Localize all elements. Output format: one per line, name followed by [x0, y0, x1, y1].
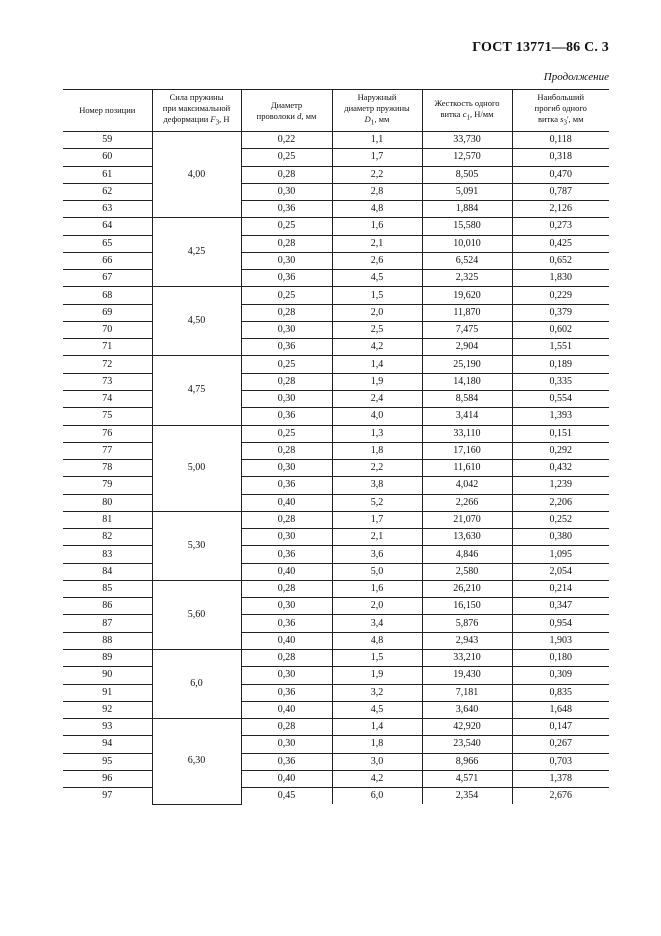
wire-diameter-cell: 0,30 [241, 321, 332, 338]
stiffness-cell: 7,475 [422, 321, 512, 338]
table-row [63, 218, 609, 235]
position-cell: 87 [63, 615, 152, 632]
deflection-cell: 0,214 [512, 580, 609, 597]
outer-diameter-cell: 4,2 [332, 770, 422, 787]
outer-diameter-cell: 2,2 [332, 460, 422, 477]
position-cell: 74 [63, 390, 152, 407]
stiffness-cell: 2,943 [422, 632, 512, 649]
wire-diameter-cell: 0,28 [241, 649, 332, 666]
wire-diameter-cell: 0,28 [241, 373, 332, 390]
deflection-cell: 2,676 [512, 788, 609, 805]
wire-diameter-cell: 0,30 [241, 252, 332, 269]
position-cell: 63 [63, 201, 152, 218]
table-row [63, 425, 609, 442]
outer-diameter-cell: 1,4 [332, 719, 422, 736]
stiffness-cell: 4,846 [422, 546, 512, 563]
outer-diameter-cell: 1,4 [332, 356, 422, 373]
stiffness-cell: 8,966 [422, 753, 512, 770]
deflection-cell: 0,229 [512, 287, 609, 304]
stiffness-cell: 19,430 [422, 667, 512, 684]
table-row [63, 356, 609, 373]
page-header: ГОСТ 13771—86 С. 3 [472, 40, 609, 55]
stiffness-cell: 5,876 [422, 615, 512, 632]
position-cell: 97 [102, 790, 113, 802]
position-cell: 82 [63, 529, 152, 546]
stiffness-cell: 13,630 [422, 529, 512, 546]
deflection-cell: 0,147 [512, 719, 609, 736]
position-cell: 90 [63, 667, 152, 684]
deflection-cell: 0,151 [512, 425, 609, 442]
table-row [63, 701, 609, 718]
outer-diameter-cell: 1,3 [332, 425, 422, 442]
deflection-cell: 0,118 [512, 132, 609, 149]
deflection-cell: 0,432 [512, 460, 609, 477]
outer-diameter-cell: 2,2 [332, 166, 422, 183]
table-row [63, 667, 609, 684]
outer-diameter-cell: 5,0 [332, 563, 422, 580]
header-force: Сила пружины при максимальной деформации $F_3$, Н [152, 90, 241, 132]
table-row [63, 149, 609, 166]
wire-diameter-cell: 0,28 [241, 166, 332, 183]
stiffness-cell: 2,580 [422, 563, 512, 580]
header-position: Номер позиции [63, 90, 152, 132]
stiffness-cell: 6,524 [422, 252, 512, 269]
outer-diameter-cell: 1,8 [332, 442, 422, 459]
table-row [63, 615, 609, 632]
wire-diameter-cell: 0,30 [241, 183, 332, 200]
stiffness-cell: 11,610 [422, 460, 512, 477]
wire-diameter-cell: 0,36 [241, 339, 332, 356]
outer-diameter-cell: 5,2 [332, 494, 422, 511]
outer-diameter-cell: 4,0 [332, 408, 422, 425]
force-cell: 6,0 [152, 649, 241, 718]
wire-diameter-cell: 0,36 [241, 684, 332, 701]
position-cell: 68 [63, 287, 152, 304]
wire-diameter-cell: 0,30 [241, 390, 332, 407]
position-cell: 83 [63, 546, 152, 563]
position-cell: 72 [63, 356, 152, 373]
deflection-cell: 1,551 [512, 339, 609, 356]
position-cell: 71 [63, 339, 152, 356]
outer-diameter-cell: 2,0 [332, 304, 422, 321]
stiffness-cell: 8,584 [422, 390, 512, 407]
position-cell: 66 [63, 252, 152, 269]
outer-diameter-cell: 3,0 [332, 753, 422, 770]
deflection-cell: 0,292 [512, 442, 609, 459]
position-cell: 67 [63, 270, 152, 287]
stiffness-cell: 10,010 [422, 235, 512, 252]
header-coil-stiffness: Жесткость одного витка $c_1$, Н/мм [422, 90, 512, 132]
table-row [63, 132, 609, 149]
position-cell: 65 [63, 235, 152, 252]
table-row [63, 287, 609, 304]
position-cell: 69 [63, 304, 152, 321]
position-cell: 79 [63, 477, 152, 494]
stiffness-cell: 23,540 [422, 736, 512, 753]
outer-diameter-cell: 1,9 [332, 373, 422, 390]
force-cell: 4,25 [152, 218, 241, 287]
stiffness-cell: 2,325 [422, 270, 512, 287]
stiffness-cell: 5,091 [422, 183, 512, 200]
table-row [63, 753, 609, 770]
wire-diameter-cell: 0,45 [241, 788, 332, 805]
wire-diameter-cell: 0,36 [241, 408, 332, 425]
position-cell: 91 [63, 684, 152, 701]
wire-diameter-cell: 0,22 [241, 132, 332, 149]
outer-diameter-cell: 2,8 [332, 183, 422, 200]
outer-diameter-cell: 3,8 [332, 477, 422, 494]
deflection-cell: 1,378 [512, 770, 609, 787]
stiffness-cell: 11,870 [422, 304, 512, 321]
table-row [63, 477, 609, 494]
position-cell: 81 [63, 511, 152, 528]
stiffness-cell: 19,620 [422, 287, 512, 304]
deflection-cell: 0,180 [512, 649, 609, 666]
force-cell: 4,00 [152, 132, 241, 218]
outer-diameter-cell: 4,5 [332, 270, 422, 287]
stiffness-cell: 2,354 [422, 788, 512, 805]
wire-diameter-cell: 0,30 [241, 460, 332, 477]
stiffness-cell: 1,884 [422, 201, 512, 218]
force-cell: 4,75 [152, 356, 241, 425]
deflection-cell: 0,335 [512, 373, 609, 390]
wire-diameter-cell: 0,40 [241, 494, 332, 511]
table-row [63, 580, 609, 597]
table-row [63, 166, 609, 183]
wire-diameter-cell: 0,30 [241, 529, 332, 546]
table-body [63, 132, 609, 805]
position-cell: 70 [63, 321, 152, 338]
deflection-cell: 2,126 [512, 201, 609, 218]
stiffness-cell: 3,640 [422, 701, 512, 718]
outer-diameter-cell: 3,2 [332, 684, 422, 701]
deflection-cell: 0,273 [512, 218, 609, 235]
wire-diameter-cell: 0,30 [241, 598, 332, 615]
table-row [63, 321, 609, 338]
deflection-cell: 1,239 [512, 477, 609, 494]
position-cell: 75 [63, 408, 152, 425]
position-cell: 89 [63, 649, 152, 666]
deflection-cell: 0,787 [512, 183, 609, 200]
wire-diameter-cell: 0,40 [241, 563, 332, 580]
deflection-cell: 2,206 [512, 494, 609, 511]
deflection-cell: 0,318 [512, 149, 609, 166]
table-row [63, 684, 609, 701]
deflection-cell: 0,652 [512, 252, 609, 269]
outer-diameter-cell: 3,4 [332, 615, 422, 632]
table-row [63, 563, 609, 580]
wire-diameter-cell: 0,25 [241, 287, 332, 304]
table-row [63, 736, 609, 753]
outer-diameter-cell: 1,1 [332, 132, 422, 149]
wire-diameter-cell: 0,25 [241, 218, 332, 235]
outer-diameter-cell: 1,8 [332, 736, 422, 753]
deflection-cell: 0,703 [512, 753, 609, 770]
header-max-deflection: Наибольший прогиб одного витка $s_3'$, мм [512, 90, 609, 132]
table-row [63, 598, 609, 615]
deflection-cell: 1,903 [512, 632, 609, 649]
table-row [63, 373, 609, 390]
table-row [63, 304, 609, 321]
table-row [63, 719, 609, 736]
stiffness-cell: 33,210 [422, 649, 512, 666]
table-row [63, 270, 609, 287]
force-cell: 6,30 [152, 719, 241, 805]
wire-diameter-cell: 0,28 [241, 235, 332, 252]
position-cell: 77 [63, 442, 152, 459]
stiffness-cell: 12,570 [422, 149, 512, 166]
deflection-cell: 2,054 [512, 563, 609, 580]
stiffness-cell: 4,571 [422, 770, 512, 787]
outer-diameter-cell: 6,0 [332, 788, 422, 805]
position-cell: 64 [63, 218, 152, 235]
deflection-cell: 0,347 [512, 598, 609, 615]
table-row [63, 408, 609, 425]
position-cell: 85 [63, 580, 152, 597]
outer-diameter-cell: 2,0 [332, 598, 422, 615]
wire-diameter-cell: 0,25 [241, 356, 332, 373]
wire-diameter-cell: 0,25 [241, 149, 332, 166]
position-cell: 78 [63, 460, 152, 477]
stiffness-cell: 8,505 [422, 166, 512, 183]
force-cell: 5,00 [152, 425, 241, 511]
outer-diameter-cell: 1,6 [332, 580, 422, 597]
wire-diameter-cell: 0,36 [241, 477, 332, 494]
deflection-cell: 0,189 [512, 356, 609, 373]
wire-diameter-cell: 0,40 [241, 770, 332, 787]
deflection-cell: 0,470 [512, 166, 609, 183]
header-wire-diameter: Диаметр проволоки d, мм [241, 90, 332, 132]
table-row [63, 252, 609, 269]
stiffness-cell: 21,070 [422, 511, 512, 528]
outer-diameter-cell: 4,2 [332, 339, 422, 356]
wire-diameter-cell: 0,40 [241, 632, 332, 649]
continuation-label: Продолжение [543, 71, 609, 83]
outer-diameter-cell: 4,5 [332, 701, 422, 718]
wire-diameter-cell: 0,40 [241, 701, 332, 718]
stiffness-cell: 3,414 [422, 408, 512, 425]
table-row [63, 632, 609, 649]
position-cell: 62 [63, 183, 152, 200]
deflection-cell: 1,830 [512, 270, 609, 287]
deflection-cell: 0,379 [512, 304, 609, 321]
wire-diameter-cell: 0,28 [241, 719, 332, 736]
wire-diameter-cell: 0,25 [241, 425, 332, 442]
outer-diameter-cell: 4,8 [332, 201, 422, 218]
wire-diameter-cell: 0,36 [241, 753, 332, 770]
stiffness-cell: 2,904 [422, 339, 512, 356]
outer-diameter-cell: 1,5 [332, 649, 422, 666]
wire-diameter-cell: 0,36 [241, 270, 332, 287]
stiffness-cell: 33,730 [422, 132, 512, 149]
deflection-cell: 0,954 [512, 615, 609, 632]
table-row [63, 546, 609, 563]
wire-diameter-cell: 0,28 [241, 304, 332, 321]
position-cell: 59 [63, 132, 152, 149]
stiffness-cell: 4,042 [422, 477, 512, 494]
outer-diameter-cell: 3,6 [332, 546, 422, 563]
stiffness-cell: 17,160 [422, 442, 512, 459]
stiffness-cell: 16,150 [422, 598, 512, 615]
table-row [63, 460, 609, 477]
force-cell: 5,60 [152, 580, 241, 649]
table-row [63, 235, 609, 252]
stiffness-cell: 42,920 [422, 719, 512, 736]
header-outer-diameter: Наружный диаметр пружины $D_1$, мм [332, 90, 422, 132]
position-cell: 80 [63, 494, 152, 511]
deflection-cell: 0,835 [512, 684, 609, 701]
wire-diameter-cell: 0,28 [241, 511, 332, 528]
deflection-cell: 0,309 [512, 667, 609, 684]
wire-diameter-cell: 0,36 [241, 615, 332, 632]
deflection-cell: 0,554 [512, 390, 609, 407]
outer-diameter-cell: 2,1 [332, 529, 422, 546]
deflection-cell: 1,648 [512, 701, 609, 718]
deflection-cell: 0,380 [512, 529, 609, 546]
deflection-cell: 0,267 [512, 736, 609, 753]
stiffness-cell: 33,110 [422, 425, 512, 442]
force-cell: 5,30 [152, 511, 241, 580]
deflection-cell: 0,425 [512, 235, 609, 252]
outer-diameter-cell: 1,7 [332, 511, 422, 528]
wire-diameter-cell: 0,28 [241, 442, 332, 459]
outer-diameter-cell: 2,1 [332, 235, 422, 252]
position-cell: 96 [63, 770, 152, 787]
table-row [63, 442, 609, 459]
position-cell: 61 [63, 166, 152, 183]
stiffness-cell: 15,580 [422, 218, 512, 235]
position-cell: 60 [63, 149, 152, 166]
table-row [63, 339, 609, 356]
outer-diameter-cell: 1,7 [332, 149, 422, 166]
position-cell: 73 [63, 373, 152, 390]
table-row [63, 511, 609, 528]
stiffness-cell: 2,266 [422, 494, 512, 511]
table-row [63, 494, 609, 511]
table-row [63, 788, 609, 805]
outer-diameter-cell: 2,6 [332, 252, 422, 269]
position-cell: 76 [63, 425, 152, 442]
table-row [63, 770, 609, 787]
outer-diameter-cell: 1,5 [332, 287, 422, 304]
position-cell: 94 [63, 736, 152, 753]
position-cell: 84 [63, 563, 152, 580]
stiffness-cell: 14,180 [422, 373, 512, 390]
outer-diameter-cell: 4,8 [332, 632, 422, 649]
table-row [63, 649, 609, 666]
spring-parameters-table [63, 89, 609, 805]
wire-diameter-cell: 0,28 [241, 580, 332, 597]
table-row [63, 183, 609, 200]
outer-diameter-cell: 1,9 [332, 667, 422, 684]
deflection-cell: 1,095 [512, 546, 609, 563]
outer-diameter-cell: 1,6 [332, 218, 422, 235]
outer-diameter-cell: 2,4 [332, 390, 422, 407]
table-header-row [63, 90, 609, 132]
wire-diameter-cell: 0,36 [241, 546, 332, 563]
outer-diameter-cell: 2,5 [332, 321, 422, 338]
deflection-cell: 0,252 [512, 511, 609, 528]
position-cell: 92 [63, 701, 152, 718]
stiffness-cell: 7,181 [422, 684, 512, 701]
wire-diameter-cell: 0,30 [241, 667, 332, 684]
stiffness-cell: 26,210 [422, 580, 512, 597]
table-row [63, 529, 609, 546]
wire-diameter-cell: 0,30 [241, 736, 332, 753]
position-cell: 88 [63, 632, 152, 649]
position-cell: 93 [63, 719, 152, 736]
deflection-cell: 0,602 [512, 321, 609, 338]
table-row [63, 390, 609, 407]
position-cell: 86 [63, 598, 152, 615]
wire-diameter-cell: 0,36 [241, 201, 332, 218]
force-cell: 4,50 [152, 287, 241, 356]
position-cell: 95 [63, 753, 152, 770]
table-row [63, 201, 609, 218]
stiffness-cell: 25,190 [422, 356, 512, 373]
deflection-cell: 1,393 [512, 408, 609, 425]
